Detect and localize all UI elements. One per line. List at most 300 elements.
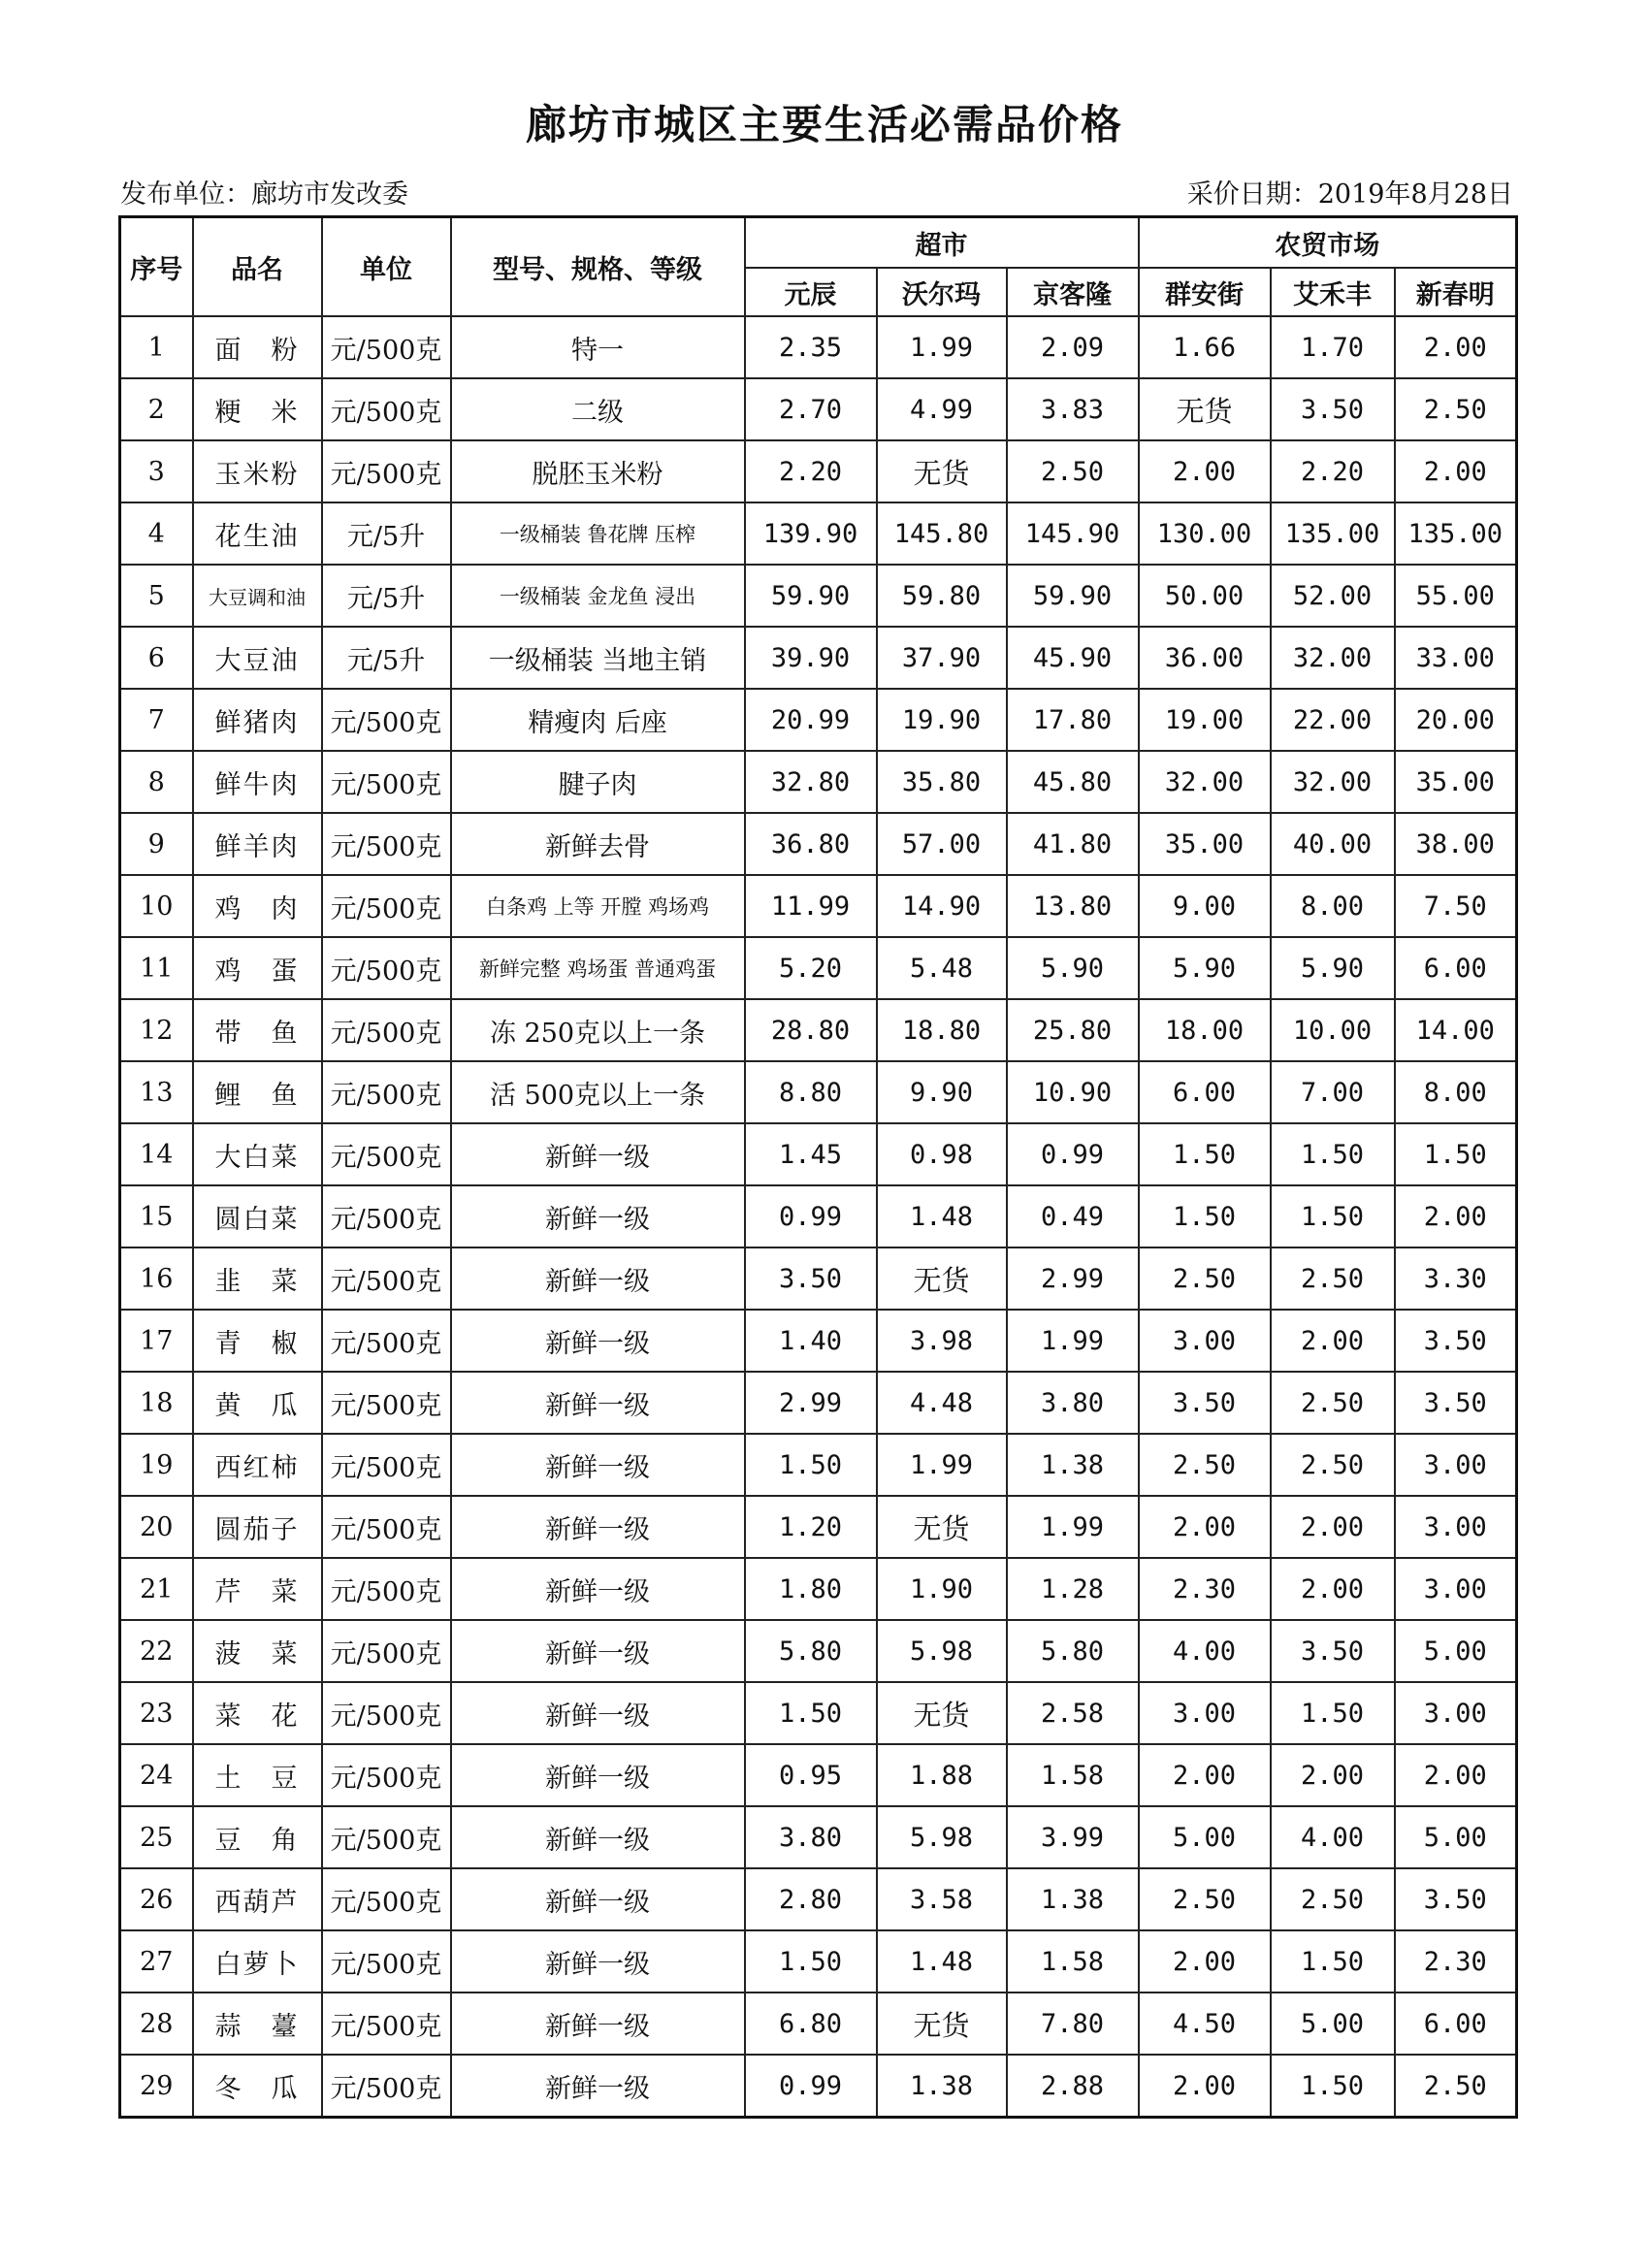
row-seq: 25 [120,1806,193,1868]
row-unit: 元/500克 [322,1061,451,1123]
row-price: 135.00 [1271,502,1395,565]
header-store: 沃尔玛 [877,268,1007,316]
row-spec: 新鲜一级 [451,1682,745,1744]
row-price: 5.00 [1395,1806,1517,1868]
row-price: 1.66 [1139,316,1271,378]
row-price: 2.00 [1395,440,1517,502]
row-price: 59.90 [1007,565,1139,627]
row-price: 6.00 [1139,1061,1271,1123]
table-row [120,689,1517,751]
row-price: 1.38 [1007,1868,1139,1930]
row-unit: 元/500克 [322,1310,451,1372]
table-row [120,1372,1517,1434]
row-price: 1.99 [877,316,1007,378]
row-price: 0.95 [745,1744,877,1806]
row-price: 4.50 [1139,1993,1271,2055]
row-unit: 元/5升 [322,627,451,689]
row-price: 3.99 [1007,1806,1139,1868]
row-price: 59.90 [745,565,877,627]
row-spec: 一级桶装 金龙鱼 浸出 [451,565,745,627]
row-seq: 11 [120,937,193,999]
row-unit: 元/500克 [322,1123,451,1185]
row-price: 1.50 [1271,1930,1395,1993]
row-price: 38.00 [1395,813,1517,875]
row-price: 5.80 [1007,1620,1139,1682]
row-product-name: 带 鱼 [193,999,322,1061]
row-price: 25.80 [1007,999,1139,1061]
row-product-name: 粳 米 [193,378,322,440]
row-unit: 元/500克 [322,1434,451,1496]
row-seq: 27 [120,1930,193,1993]
table-row [120,813,1517,875]
row-unit: 元/500克 [322,1620,451,1682]
row-price: 1.88 [877,1744,1007,1806]
row-product-name: 鲜猪肉 [193,689,322,751]
row-unit: 元/500克 [322,751,451,813]
header-store: 群安街 [1139,268,1271,316]
row-price: 1.50 [1271,2055,1395,2118]
row-price: 59.80 [877,565,1007,627]
table-row [120,751,1517,813]
row-seq: 24 [120,1744,193,1806]
row-price: 2.99 [745,1372,877,1434]
row-price: 1.99 [1007,1310,1139,1372]
row-unit: 元/500克 [322,1558,451,1620]
row-price: 7.00 [1271,1061,1395,1123]
row-price: 139.90 [745,502,877,565]
row-price: 19.00 [1139,689,1271,751]
row-spec: 新鲜一级 [451,1247,745,1310]
row-price: 3.80 [1007,1372,1139,1434]
row-price: 1.58 [1007,1930,1139,1993]
row-price: 1.70 [1271,316,1395,378]
row-product-name: 菠 菜 [193,1620,322,1682]
row-price: 5.90 [1139,937,1271,999]
row-price: 2.50 [1271,1434,1395,1496]
row-unit: 元/500克 [322,2055,451,2118]
row-seq: 21 [120,1558,193,1620]
row-seq: 16 [120,1247,193,1310]
row-spec: 新鲜一级 [451,1930,745,1993]
row-price: 13.80 [1007,875,1139,937]
table-row [120,1682,1517,1744]
row-price: 55.00 [1395,565,1517,627]
row-seq: 3 [120,440,193,502]
row-price: 1.90 [877,1558,1007,1620]
row-spec: 精瘦肉 后座 [451,689,745,751]
row-price: 6.00 [1395,1993,1517,2055]
row-unit: 元/500克 [322,689,451,751]
page-title: 廊坊市城区主要生活必需品价格 [525,101,1123,148]
header-store: 京客隆 [1007,268,1139,316]
row-price: 2.00 [1139,1930,1271,1993]
row-price: 3.50 [1395,1310,1517,1372]
row-price: 3.00 [1395,1682,1517,1744]
row-seq: 9 [120,813,193,875]
table-row [120,316,1517,378]
row-product-name: 圆白菜 [193,1185,322,1247]
row-price: 1.20 [745,1496,877,1558]
row-price: 32.00 [1271,627,1395,689]
row-spec: 一级桶装 当地主销 [451,627,745,689]
row-price: 8.80 [745,1061,877,1123]
row-price: 2.50 [1139,1247,1271,1310]
row-price: 2.50 [1007,440,1139,502]
row-price: 36.00 [1139,627,1271,689]
table-row [120,1310,1517,1372]
row-price: 1.50 [1395,1123,1517,1185]
table-row [120,1434,1517,1496]
row-price: 1.40 [745,1310,877,1372]
row-seq: 19 [120,1434,193,1496]
row-price: 1.99 [1007,1496,1139,1558]
table-row [120,937,1517,999]
row-product-name: 鸡 蛋 [193,937,322,999]
row-price: 1.48 [877,1930,1007,1993]
row-price: 9.90 [877,1061,1007,1123]
row-seq: 5 [120,565,193,627]
table-row [120,627,1517,689]
row-price: 1.50 [1139,1123,1271,1185]
row-price: 50.00 [1139,565,1271,627]
row-seq: 1 [120,316,193,378]
row-price: 135.00 [1395,502,1517,565]
row-price: 2.00 [1139,1496,1271,1558]
row-price: 8.00 [1271,875,1395,937]
row-price: 2.58 [1007,1682,1139,1744]
table-row [120,1930,1517,1993]
row-price: 3.50 [1139,1372,1271,1434]
row-price: 1.50 [1271,1185,1395,1247]
row-price: 3.50 [1271,1620,1395,1682]
header-store: 元辰 [745,268,877,316]
row-price: 3.98 [877,1310,1007,1372]
row-price: 145.90 [1007,502,1139,565]
row-price: 无货 [1139,378,1271,440]
row-price: 3.50 [745,1247,877,1310]
row-price: 2.70 [745,378,877,440]
row-price: 3.80 [745,1806,877,1868]
row-product-name: 圆茄子 [193,1496,322,1558]
row-price: 5.00 [1139,1806,1271,1868]
row-price: 20.99 [745,689,877,751]
row-spec: 新鲜一级 [451,1806,745,1868]
row-price: 6.00 [1395,937,1517,999]
publisher-label: 发布单位：廊坊市发改委 [120,179,408,210]
table-row [120,875,1517,937]
row-spec: 腱子肉 [451,751,745,813]
row-spec: 新鲜一级 [451,1868,745,1930]
row-price: 2.09 [1007,316,1139,378]
row-product-name: 鲤 鱼 [193,1061,322,1123]
row-price: 45.90 [1007,627,1139,689]
table-row [120,1185,1517,1247]
header-group-supermarket: 超市 [745,217,1139,269]
row-seq: 13 [120,1061,193,1123]
row-price: 18.80 [877,999,1007,1061]
row-price: 1.50 [1139,1185,1271,1247]
row-seq: 14 [120,1123,193,1185]
row-price: 14.00 [1395,999,1517,1061]
row-price: 5.80 [745,1620,877,1682]
row-price: 3.30 [1395,1247,1517,1310]
row-product-name: 玉米粉 [193,440,322,502]
row-spec: 新鲜完整 鸡场蛋 普通鸡蛋 [451,937,745,999]
row-price: 2.80 [745,1868,877,1930]
row-price: 2.30 [1395,1930,1517,1993]
row-price: 11.99 [745,875,877,937]
table-row [120,1993,1517,2055]
row-price: 2.00 [1395,1744,1517,1806]
row-product-name: 大豆油 [193,627,322,689]
row-price: 10.00 [1271,999,1395,1061]
row-price: 14.90 [877,875,1007,937]
row-product-name: 鸡 肉 [193,875,322,937]
row-price: 3.00 [1139,1682,1271,1744]
row-unit: 元/500克 [322,813,451,875]
row-price: 1.28 [1007,1558,1139,1620]
table-row [120,502,1517,565]
row-price: 无货 [877,440,1007,502]
row-product-name: 西葫芦 [193,1868,322,1930]
row-price: 35.80 [877,751,1007,813]
row-price: 57.00 [877,813,1007,875]
row-spec: 白条鸡 上等 开膛 鸡场鸡 [451,875,745,937]
row-price: 无货 [877,1682,1007,1744]
row-price: 3.50 [1395,1372,1517,1434]
row-price: 2.50 [1139,1434,1271,1496]
row-price: 19.90 [877,689,1007,751]
row-price: 130.00 [1139,502,1271,565]
row-price: 无货 [877,1993,1007,2055]
row-price: 2.50 [1271,1868,1395,1930]
row-price: 5.98 [877,1806,1007,1868]
row-price: 4.00 [1271,1806,1395,1868]
row-unit: 元/500克 [322,378,451,440]
price-table-body [120,316,1517,2118]
row-product-name: 鲜羊肉 [193,813,322,875]
table-row [120,565,1517,627]
row-unit: 元/500克 [322,1868,451,1930]
row-price: 35.00 [1139,813,1271,875]
row-product-name: 土 豆 [193,1744,322,1806]
table-row [120,1744,1517,1806]
row-price: 8.00 [1395,1061,1517,1123]
header-spec: 型号、规格、等级 [451,217,745,317]
row-price: 2.50 [1139,1868,1271,1930]
row-spec: 一级桶装 鲁花牌 压榨 [451,502,745,565]
row-product-name: 豆 角 [193,1806,322,1868]
row-price: 1.50 [745,1930,877,1993]
row-unit: 元/500克 [322,1372,451,1434]
price-table [118,215,1518,2119]
row-price: 32.00 [1271,751,1395,813]
row-price: 3.50 [1271,378,1395,440]
header-store: 艾禾丰 [1271,268,1395,316]
row-price: 2.00 [1395,1185,1517,1247]
row-product-name: 面 粉 [193,316,322,378]
row-price: 5.90 [1007,937,1139,999]
row-spec: 新鲜一级 [451,1310,745,1372]
table-row [120,1123,1517,1185]
row-spec: 新鲜一级 [451,1496,745,1558]
row-price: 2.00 [1271,1558,1395,1620]
table-row [120,1247,1517,1310]
row-seq: 29 [120,2055,193,2118]
row-price: 7.50 [1395,875,1517,937]
row-price: 18.00 [1139,999,1271,1061]
row-price: 6.80 [745,1993,877,2055]
row-price: 1.50 [745,1434,877,1496]
row-spec: 新鲜去骨 [451,813,745,875]
row-seq: 7 [120,689,193,751]
row-price: 5.00 [1395,1620,1517,1682]
row-price: 17.80 [1007,689,1139,751]
row-price: 1.80 [745,1558,877,1620]
row-price: 10.90 [1007,1061,1139,1123]
row-unit: 元/500克 [322,1806,451,1868]
row-price: 3.50 [1395,1868,1517,1930]
row-product-name: 黄 瓜 [193,1372,322,1434]
row-seq: 12 [120,999,193,1061]
header-group-market: 农贸市场 [1139,217,1517,269]
row-spec: 新鲜一级 [451,1434,745,1496]
row-price: 5.90 [1271,937,1395,999]
table-row [120,378,1517,440]
row-price: 36.80 [745,813,877,875]
row-price: 2.00 [1139,1744,1271,1806]
row-price: 4.48 [877,1372,1007,1434]
row-spec: 活 500克以上一条 [451,1061,745,1123]
row-product-name: 大白菜 [193,1123,322,1185]
row-price: 2.50 [1271,1372,1395,1434]
row-spec: 新鲜一级 [451,2055,745,2118]
row-seq: 28 [120,1993,193,2055]
table-row [120,999,1517,1061]
row-seq: 17 [120,1310,193,1372]
row-unit: 元/500克 [322,1993,451,2055]
row-price: 3.83 [1007,378,1139,440]
row-spec: 新鲜一级 [451,1558,745,1620]
row-unit: 元/500克 [322,1682,451,1744]
header-unit: 单位 [322,217,451,317]
row-price: 1.50 [745,1682,877,1744]
row-seq: 23 [120,1682,193,1744]
row-price: 2.88 [1007,2055,1139,2118]
row-unit: 元/500克 [322,937,451,999]
row-spec: 新鲜一级 [451,1372,745,1434]
row-unit: 元/500克 [322,1185,451,1247]
row-unit: 元/500克 [322,999,451,1061]
row-price: 145.80 [877,502,1007,565]
row-price: 33.00 [1395,627,1517,689]
row-price: 2.00 [1139,440,1271,502]
row-price: 0.49 [1007,1185,1139,1247]
row-price: 2.00 [1139,2055,1271,2118]
row-unit: 元/500克 [322,1744,451,1806]
table-row [120,440,1517,502]
row-price: 2.00 [1271,1496,1395,1558]
row-unit: 元/500克 [322,1930,451,1993]
row-price: 2.30 [1139,1558,1271,1620]
row-seq: 10 [120,875,193,937]
row-price: 4.99 [877,378,1007,440]
row-seq: 26 [120,1868,193,1930]
row-product-name: 西红柿 [193,1434,322,1496]
row-unit: 元/5升 [322,502,451,565]
row-product-name: 蒜 薹 [193,1993,322,2055]
row-product-name: 白萝卜 [193,1930,322,1993]
row-price: 无货 [877,1247,1007,1310]
table-row [120,1558,1517,1620]
row-spec: 特一 [451,316,745,378]
row-spec: 新鲜一级 [451,1993,745,2055]
row-price: 2.50 [1395,2055,1517,2118]
row-spec: 二级 [451,378,745,440]
row-price: 7.80 [1007,1993,1139,2055]
row-spec: 脱胚玉米粉 [451,440,745,502]
row-product-name: 花生油 [193,502,322,565]
row-product-name: 大豆调和油 [193,565,322,627]
row-unit: 元/500克 [322,875,451,937]
row-spec: 新鲜一级 [451,1185,745,1247]
table-row [120,1061,1517,1123]
row-price: 32.80 [745,751,877,813]
row-seq: 8 [120,751,193,813]
row-unit: 元/500克 [322,440,451,502]
row-price: 5.48 [877,937,1007,999]
row-seq: 22 [120,1620,193,1682]
row-price: 5.00 [1271,1993,1395,2055]
row-price: 0.99 [745,1185,877,1247]
row-spec: 新鲜一级 [451,1620,745,1682]
row-price: 2.50 [1271,1247,1395,1310]
collection-date: 采价日期：2019年8月28日 [1186,179,1513,210]
row-price: 3.00 [1395,1434,1517,1496]
row-product-name: 韭 菜 [193,1247,322,1310]
row-price: 1.38 [877,2055,1007,2118]
row-price: 1.48 [877,1185,1007,1247]
row-seq: 2 [120,378,193,440]
row-unit: 元/500克 [322,316,451,378]
row-price: 无货 [877,1496,1007,1558]
table-row [120,1868,1517,1930]
row-price: 1.38 [1007,1434,1139,1496]
row-price: 3.00 [1139,1310,1271,1372]
row-price: 35.00 [1395,751,1517,813]
row-price: 52.00 [1271,565,1395,627]
row-price: 1.50 [1271,1682,1395,1744]
row-price: 0.99 [1007,1123,1139,1185]
row-price: 22.00 [1271,689,1395,751]
row-price: 2.00 [1271,1744,1395,1806]
row-price: 2.20 [1271,440,1395,502]
row-price: 0.98 [877,1123,1007,1185]
row-product-name: 芹 菜 [193,1558,322,1620]
row-price: 1.99 [877,1434,1007,1496]
row-price: 2.50 [1395,378,1517,440]
header-seq: 序号 [120,217,193,317]
header-name: 品名 [193,217,322,317]
row-price: 45.80 [1007,751,1139,813]
row-price: 5.20 [745,937,877,999]
row-price: 2.99 [1007,1247,1139,1310]
table-row [120,2055,1517,2118]
row-spec: 新鲜一级 [451,1123,745,1185]
row-unit: 元/500克 [322,1496,451,1558]
row-price: 40.00 [1271,813,1395,875]
row-seq: 18 [120,1372,193,1434]
